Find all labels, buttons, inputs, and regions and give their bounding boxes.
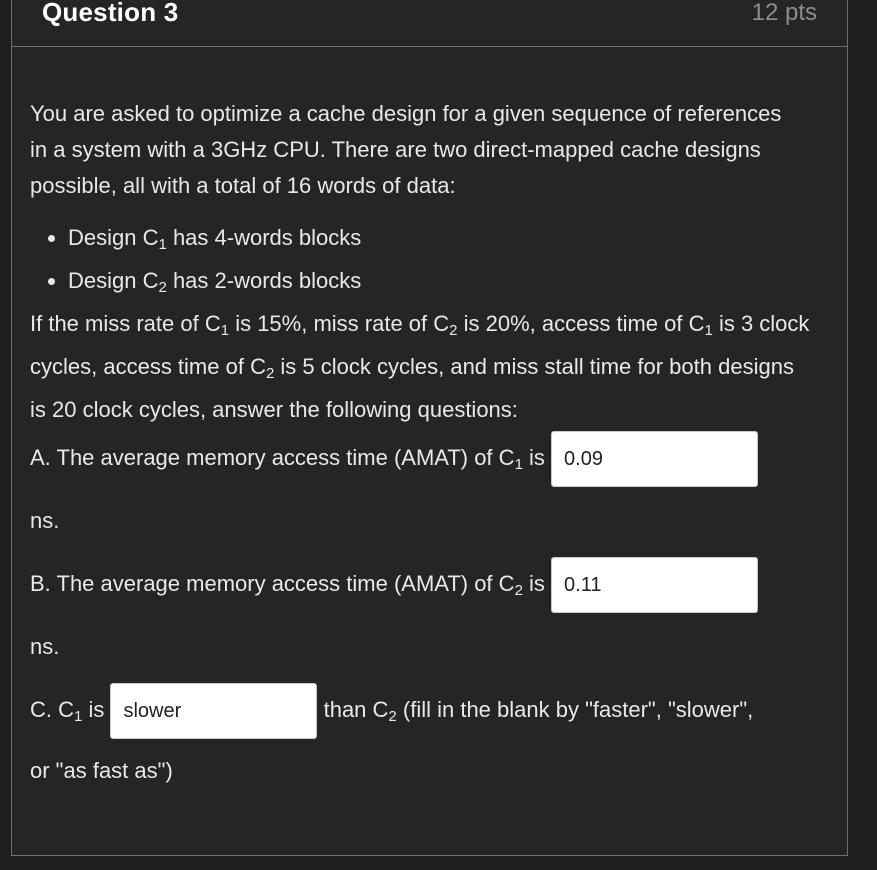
answer-a-input[interactable]: 0.09: [551, 431, 758, 487]
answer-a-unit: ns.: [30, 508, 60, 533]
question-points: 12 pts: [751, 0, 817, 26]
question-conditions: If the miss rate of $C_1$ is 15%, miss rate of $C_2$ is 20%, access time of $C_1$ is 3 clock cycles, access time of $C_2$ is 5 clock cycles, and miss stall time for both designs is 20 clock cycles, answer the following questions:: [30, 311, 810, 422]
question-header: [12, 0, 847, 47]
answer-c-label: C. $C_1$ is: [30, 697, 105, 725]
design-item: • Design $C_1$ has 4-words blocks: [68, 220, 820, 263]
question-title: Question 3: [42, 0, 179, 27]
question-intro: You are asked to optimize a cache design for a given sequence of references in a system with a 3GHz CPU. There are two direct-mapped cache designs possible, all with a total of 16 words of data:: [30, 101, 782, 198]
answer-b-label: B. The average memory access time (AMAT) of $C_2$ is: [30, 571, 545, 599]
answer-b-unit: ns.: [30, 634, 60, 659]
answer-b-row: [30, 557, 758, 613]
answer-c-input[interactable]: slower: [110, 683, 317, 739]
design-item: • Design $C_2$ has 2-words blocks: [68, 263, 820, 306]
answer-b-input[interactable]: 0.11: [551, 557, 758, 613]
design-list: [30, 220, 820, 306]
answer-c-row: [30, 683, 753, 739]
answer-c-instruction: than $C_2$ (fill in the blank by "faster", "slower",: [323, 697, 754, 725]
question-body: [30, 96, 820, 428]
answer-a-label: A. The average memory access time (AMAT) of $C_1$ is: [30, 445, 545, 473]
answer-c-instruction-line2: or "as fast as"): [30, 758, 173, 783]
answer-a-row: [30, 431, 758, 487]
